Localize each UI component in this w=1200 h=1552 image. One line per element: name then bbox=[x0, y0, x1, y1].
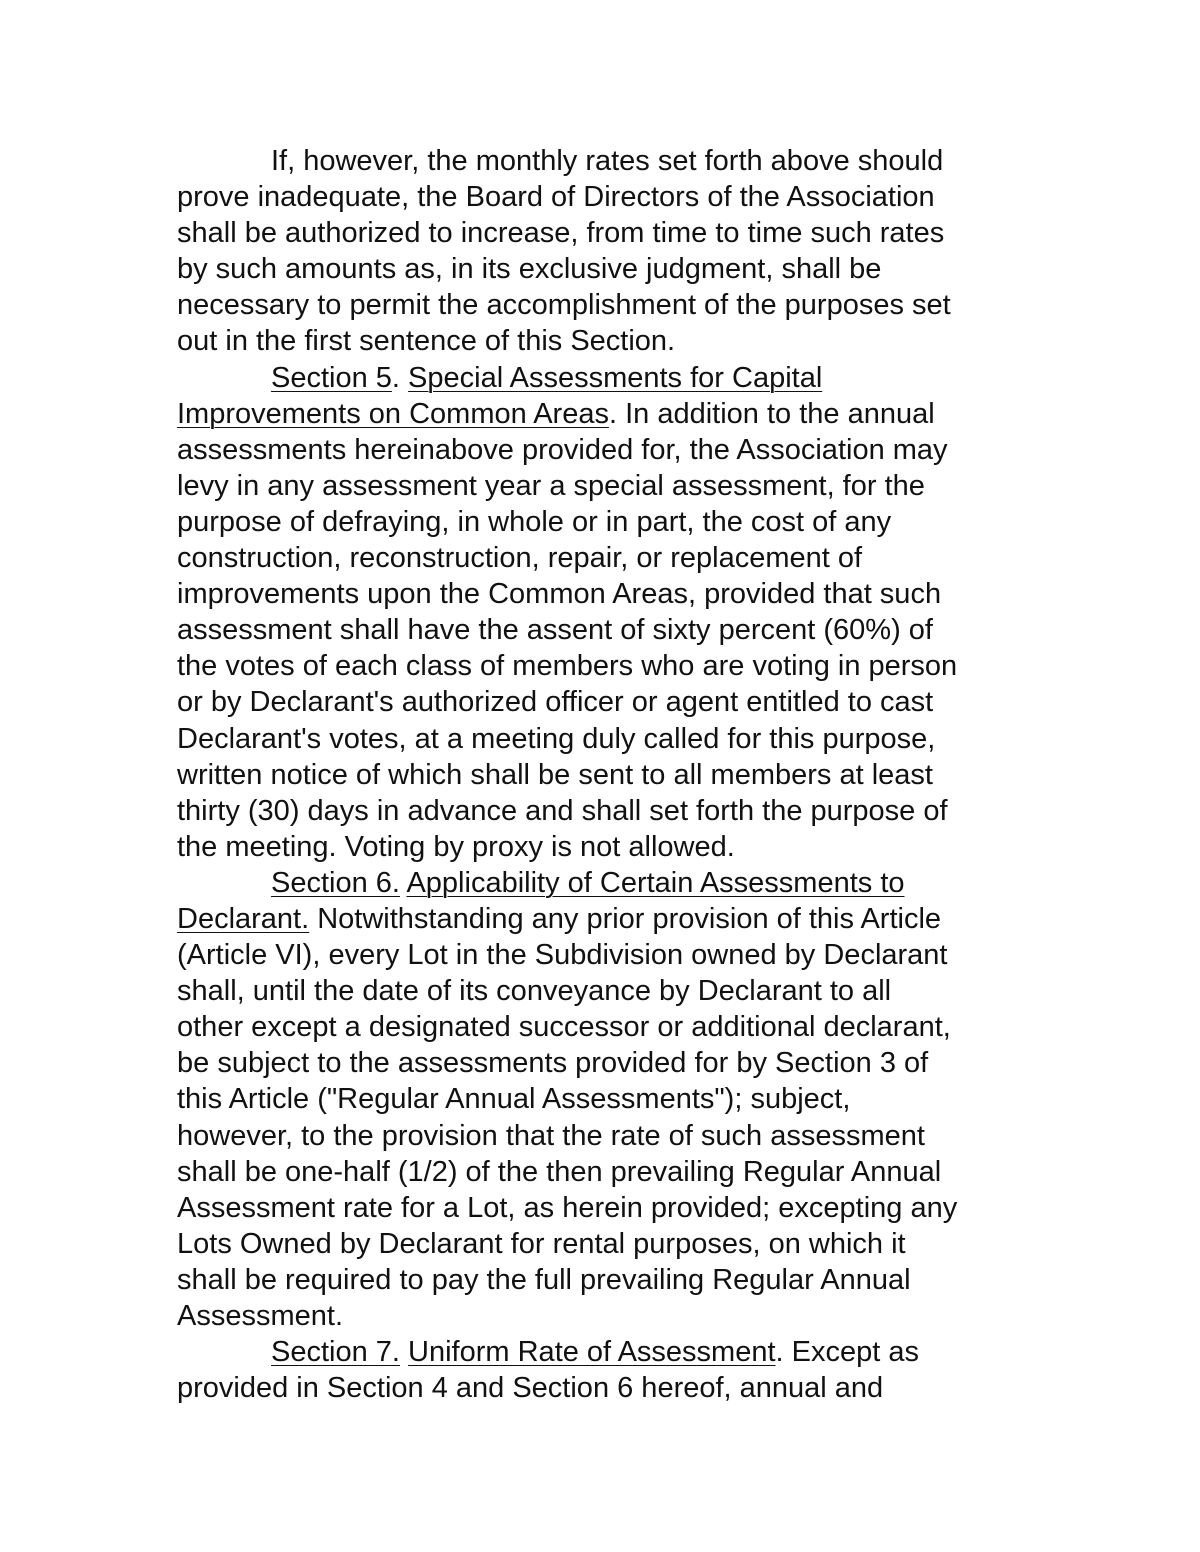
paragraph-line bbox=[177, 179, 1037, 215]
text-run: shall be one-half (1/2) of the then prevailing Regular Annual bbox=[177, 1155, 942, 1188]
section-7-title: Uniform Rate of Assessment bbox=[408, 1336, 776, 1369]
paragraph-line bbox=[177, 504, 1037, 540]
paragraph-line bbox=[177, 1226, 1037, 1262]
text-run: be subject to the assessments provided for by Section 3 of bbox=[177, 1047, 929, 1080]
paragraph-line bbox=[177, 1262, 1037, 1298]
section-6-number: Section 6. bbox=[271, 866, 400, 899]
paragraph-line bbox=[177, 757, 1037, 793]
paragraph-line bbox=[177, 1298, 1037, 1334]
text-run: the meeting. Voting by proxy is not allowed. bbox=[177, 830, 735, 863]
text-run: levy in any assessment year a special assessment, for the bbox=[177, 469, 925, 502]
text-run: or by Declarant's authorized officer or agent entitled to cast bbox=[177, 686, 934, 719]
section-6-title: Applicability of Certain Assessments to bbox=[406, 866, 905, 899]
text-run: Assessment. bbox=[177, 1300, 343, 1332]
paragraph-line bbox=[177, 612, 1037, 648]
text-run: other except a designated successor or additional declarant, bbox=[177, 1011, 951, 1044]
text-run: purpose of defraying, in whole or in part, the cost of any bbox=[177, 505, 892, 538]
paragraph-line bbox=[177, 829, 1037, 865]
text-run: improvements upon the Common Areas, provided that such bbox=[177, 578, 942, 611]
text-run: Notwithstanding any prior provision of this Article bbox=[309, 902, 942, 935]
section-6-title-continued: Declarant. bbox=[177, 902, 310, 935]
section-5-heading-line bbox=[177, 360, 1037, 396]
paragraph-line bbox=[177, 215, 1037, 251]
text-run: shall be required to pay the full prevailing Regular Annual bbox=[177, 1263, 911, 1296]
paragraph-line bbox=[177, 576, 1037, 612]
paragraph-line bbox=[177, 937, 1037, 973]
paragraph-line bbox=[177, 540, 1037, 576]
text-run: this Article ("Regular Annual Assessments"); subject, bbox=[177, 1083, 851, 1116]
text-run bbox=[400, 1336, 408, 1368]
section-5-number: Section 5 bbox=[271, 361, 392, 394]
text-run: Declarant's votes, at a meeting duly called for this purpose, bbox=[177, 722, 936, 755]
paragraph-line bbox=[177, 432, 1037, 468]
paragraph-line bbox=[177, 1081, 1037, 1117]
section-7-heading-line bbox=[177, 1334, 1037, 1370]
text-run: (Article VI), every Lot in the Subdivision owned by Declarant bbox=[177, 939, 948, 972]
paragraph-line bbox=[177, 1370, 1037, 1406]
section-7-number: Section 7. bbox=[271, 1336, 400, 1369]
text-run: by such amounts as, in its exclusive judgment, shall be bbox=[177, 253, 882, 286]
text-run: assessments hereinabove provided for, the Association may bbox=[177, 433, 948, 466]
paragraph-line bbox=[177, 1009, 1037, 1045]
paragraph-line bbox=[177, 1154, 1037, 1190]
text-run: thirty (30) days in advance and shall set forth the purpose of bbox=[177, 794, 948, 827]
text-run: written notice of which shall be sent to all members at least bbox=[177, 758, 933, 791]
text-run: out in the first sentence of this Section. bbox=[177, 325, 676, 358]
paragraph-line bbox=[177, 287, 1037, 323]
section-6-heading-line bbox=[177, 865, 1037, 901]
text-run: prove inadequate, the Board of Directors of the Association bbox=[177, 181, 935, 214]
section-5-title: Special Assessments for Capital bbox=[408, 361, 823, 394]
paragraph-line bbox=[177, 468, 1037, 504]
section-5-title-continued: Improvements on Common Areas bbox=[177, 397, 609, 430]
text-run: construction, reconstruction, repair, or replacement of bbox=[177, 542, 863, 575]
text-run: provided in Section 4 and Section 6 hereof, annual and bbox=[177, 1372, 884, 1405]
paragraph-line bbox=[177, 1118, 1037, 1154]
paragraph-line bbox=[177, 396, 1037, 432]
text-run: . In addition to the annual bbox=[608, 397, 935, 430]
paragraph-line bbox=[177, 323, 1037, 359]
text-run: shall be authorized to increase, from time to time such rates bbox=[177, 217, 945, 250]
paragraph-line bbox=[177, 251, 1037, 287]
paragraph-line bbox=[177, 1190, 1037, 1226]
text-run: the votes of each class of members who are voting in person bbox=[177, 650, 958, 683]
text-run: necessary to permit the accomplishment of the purposes set bbox=[177, 289, 951, 322]
text-run: Lots Owned by Declarant for rental purposes, on which it bbox=[177, 1227, 906, 1260]
text-run: assessment shall have the assent of sixty percent (60%) of bbox=[177, 614, 933, 647]
paragraph-line bbox=[177, 901, 1037, 937]
paragraph-line bbox=[177, 793, 1037, 829]
text-run: shall, until the date of its conveyance by Declarant to all bbox=[177, 975, 892, 1008]
text-run: however, to the provision that the rate of such assessment bbox=[177, 1119, 925, 1152]
paragraph-line bbox=[177, 1045, 1037, 1081]
text-run: If, however, the monthly rates set forth above should bbox=[271, 145, 944, 177]
paragraph-line bbox=[177, 684, 1037, 720]
paragraph-line bbox=[177, 143, 1037, 179]
paragraph-line bbox=[177, 973, 1037, 1009]
text-run: . bbox=[391, 361, 409, 394]
text-run: . Except as bbox=[775, 1336, 919, 1369]
paragraph-line bbox=[177, 721, 1037, 757]
paragraph-line bbox=[177, 648, 1037, 684]
text-run: Assessment rate for a Lot, as herein provided; excepting any bbox=[177, 1191, 958, 1224]
document-body bbox=[177, 143, 1037, 1406]
